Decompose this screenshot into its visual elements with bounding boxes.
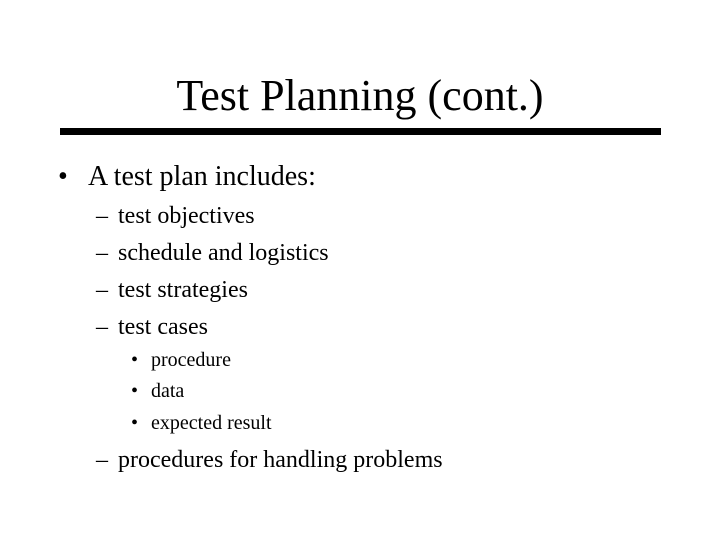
dash-marker: – [96, 447, 108, 473]
list-item-text: procedures for handling problems [118, 447, 443, 473]
sub-list-item [131, 348, 231, 372]
dash-marker: – [96, 203, 108, 229]
bullet-marker: • [131, 349, 139, 371]
title-underline [60, 128, 661, 135]
bullet-marker: • [131, 380, 139, 402]
list-item [96, 239, 329, 267]
bullet-text: A test plan includes: [88, 161, 316, 192]
list-item-text: test strategies [118, 277, 248, 303]
dash-marker: – [96, 314, 108, 340]
list-item-text: test objectives [118, 203, 255, 229]
list-item-text: schedule and logistics [118, 240, 329, 266]
sub-list-item-text: data [151, 380, 185, 402]
sub-list-item-text: expected result [151, 412, 272, 434]
list-item [96, 313, 208, 341]
bullet-marker: • [131, 412, 139, 434]
sub-list-item [131, 379, 184, 403]
sub-list-item-text: procedure [151, 349, 231, 371]
bullet-marker: • [58, 161, 68, 192]
sub-list-item [131, 411, 272, 435]
list-item [96, 276, 248, 304]
list-item-text: test cases [118, 314, 208, 340]
list-item [96, 446, 443, 474]
dash-marker: – [96, 277, 108, 303]
dash-marker: – [96, 240, 108, 266]
slide-title: Test Planning (cont.) [176, 71, 544, 120]
list-item [96, 202, 255, 230]
bullet-item [58, 161, 316, 193]
